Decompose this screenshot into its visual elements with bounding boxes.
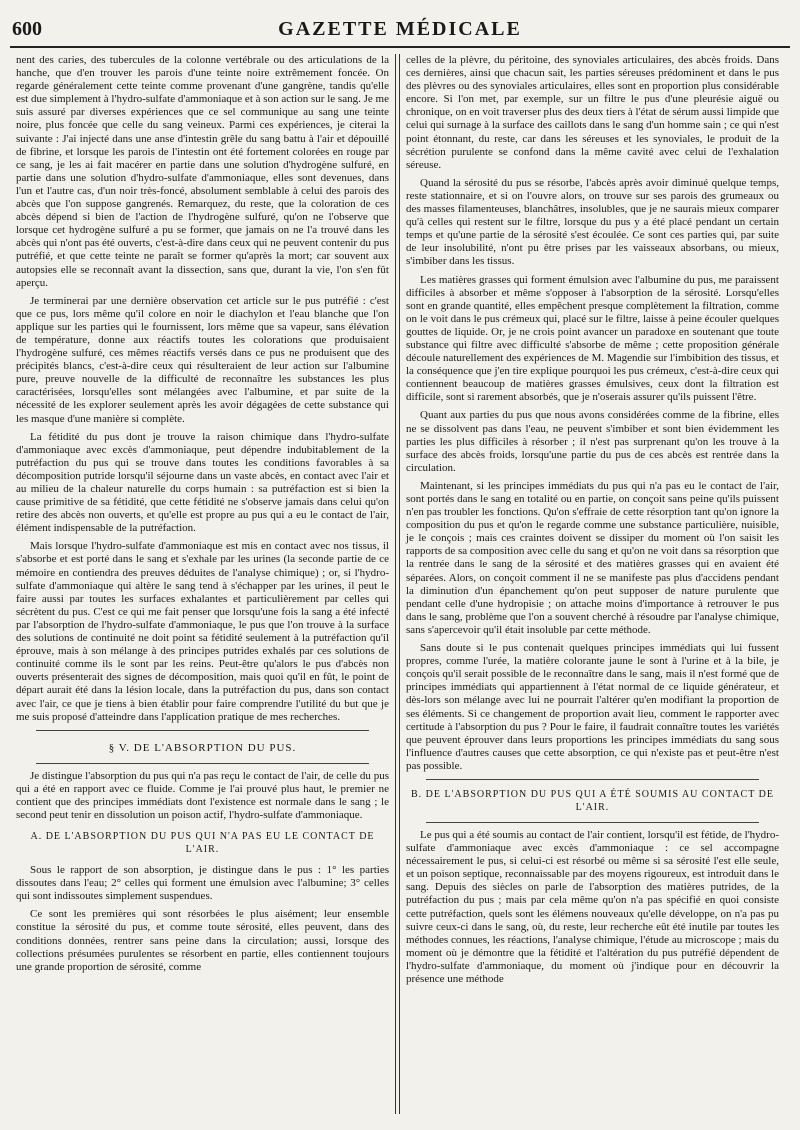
paragraph: Quant aux parties du pus que nous avons considérées comme de la fibrine, elles ne se dissolvent pas dans l'eau, ne peuvent s'imbiber et sont bien évidemment les parties les plus difficiles à résorber ; il n'est pas surprenant qu'on les trouve à la surface des abcès froids, lorsqu'une partie du pus de ces abcès est rentrée dans la circulation. <box>406 409 779 474</box>
right-column <box>400 54 785 1114</box>
divider <box>426 779 759 780</box>
paragraph: Ce sont les premières qui sont résorbées le plus aisément; leur ensemble constitue la sérosité du pus, et comme toute sérosité, elles peuvent, dans des conditions données, rentrer sans peine dans la circulation; aussi, lorsque des collections présumées purulentes se résorbent en partie, elles contiennent toujours une grande proportion de sérosité, comme <box>16 908 389 973</box>
paragraph: Les matières grasses qui forment émulsion avec l'albumine du pus, me paraissent difficiles à absorber et même s'opposer à l'absorption de la sérosité. Lorsqu'elles sont en grande quantité, elles empêchent presque complètement la filtration, comme on le voit dans le pus crémeux qui, placé sur le filtre, laisse à peine écouler quelques gouttes de liquide. Or, je ne crois point avancer un paradoxe en soutenant que toute substance qui filtre avec difficulté s'absorbe de même ; cette proposition générale découle naturellement des expériences de M. Magendie sur l'imbibition des tissus, et la conséquence que j'en tire explique pourquoi les pus crémeux, c'est-à-dire ceux qui contiennent beaucoup de matières grasses émulsives, ceux dont la filtration est difficile, sont si rarement absorbés, que je n'oserais assurer qu'ils puissent l'être. <box>406 273 779 404</box>
text-columns <box>10 54 790 1114</box>
paragraph: Je distingue l'absorption du pus qui n'a pas reçu le contact de l'air, de celle du pus qui a été en rapport avec ce fluide. Comme je l'ai prouvé plus haut, le premier ne contient que des principes immédiats dont l'existence est normale dans le sang ; le second peut tenir en dissolution un poison actif, l'hydro-sulfate d'ammoniaque. <box>16 769 389 821</box>
paragraph: Maintenant, si les principes immédiats du pus qui n'a pas eu le contact de l'air, sont portés dans le sang en totalité ou en partie, on conçoit sans peine qu'ils puissent n'en pas troubler les fonctions. Qu'on s'effraie de cette résorption tant qu'on ignore la composition du pus et qu'on le regarde comme une substance particulière, nuisible, je le conçois ; mais ces craintes doivent se dissiper du moment où l'on saisit les rapports de sa composition avec celle du sang et qu'on ne voit dans sa résorption que la rentrée dans le sang de la sérosité et des matières grasses qui en avaient été séparées. Alors, on conçoit comment il ne se manifeste pas plus d'accidens pendant la diminution d'un épanchement qu'on peut supposer de nature purulente que pendant celle d'une hydropisie ; on attache moins d'importance à retrouver le pus dans le sang, problème que l'on a souvent cherché à résoudre par l'analyse chimique, sans s'apercevoir qu'il était insoluble par cette méthode. <box>406 479 779 636</box>
paragraph: celles de la plèvre, du péritoine, des synoviales articulaires, des abcès froids. Dans ces dernières, ainsi que chacun sait, les parties séreuses prédominent et dans le pus des plèvres ou des synoviales articulaires, elles sont en proportion plus considérable encore. Si l'on met, par exemple, sur un filtre le pus d'une pleurésie aiguë ou chronique, on en voit traverser plus des deux tiers à l'état de sérum aussi limpide que celui qui surnage à la surface des caillots dans le sang d'un homme sain ; ce qui n'est point étonnant, du reste, car dans les séreuses et les synoviales, le produit de la sécrétion purulente se confond dans la même cavité avec celui de l'exhalation séreuse. <box>406 54 779 171</box>
paragraph: Sous le rapport de son absorption, je distingue dans le pus : 1° les parties dissoutes dans l'eau; 2° celles qui forment une émulsion avec l'albumine; 3° celles qui sont indissoutes simplement suspendues. <box>16 864 389 903</box>
divider <box>36 730 369 731</box>
paragraph: Quand la sérosité du pus se résorbe, l'abcès après avoir diminué quelque temps, reste stationnaire, et si on l'ouvre alors, on trouve sur ses parois des grumeaux ou des masses filamenteuses, blanchâtres, insolubles, que je ne saurais mieux comparer qu'à celles qui restent sur le filtre, lorsque du pus y a été placé pendant un certain temps et qu'une partie de la sérosité s'est écoulée. Ce sont ces parties qui, par suite de leur insolubilité, n'ont pu être prises par les vaisseaux absorbans, ou mieux, s'imbiber dans les tissus. <box>406 176 779 268</box>
divider <box>36 763 369 764</box>
section-title: § V. DE L'ABSORPTION DU PUS. <box>108 741 297 754</box>
paragraph: Sans doute si le pus contenait quelques principes immédiats qui lui fussent propres, comme l'urée, la matière colorante jaune le sont à l'urine et à la bile, je conçois qu'il serait possible de le reconnaître dans le sang, mais il n'est formé que de principes immédiats qui appartiennent à l'état normal de ce liquide générateur, et dès-lors son mélange avec lui ne pourrait l'altérer qu'en modifiant la proportion de ses éléments. Si ce changement de proportion avait lieu, comment le rapporter avec certitude à l'absorption du pus ? Pour le faire, il faudrait connaître toutes les variétés que peuvent éprouver dans leurs proportions les principes immédiats du sang sous l'influence d'autres causes que cette absorption, ce qui n'existe pas et peut-être n'est pas possible. <box>406 642 779 772</box>
subsection-title: A. DE L'ABSORPTION DU PUS QUI N'A PAS EU LE CONTACT DE L'AIR. <box>30 831 375 856</box>
subsection-title: B. DE L'ABSORPTION DU PUS QUI A ÉTÉ SOUMIS AU CONTACT DE L'AIR. <box>411 788 774 813</box>
divider <box>426 822 759 823</box>
paragraph: nent des caries, des tubercules de la colonne vertébrale ou des articulations de la hanche, que d'en trouver les parois d'une teinte noire extrêmement foncée. On regarde généralement cette teinte comme provenant d'une gangrène, tandis qu'elle est due simplement à l'hydro-sulfate d'ammoniaque et à son action sur le sang. Je me suis assuré par diverses expériences que ce sel communique au sang une teinte noire, plus foncée que celle du sang veineux. Parmi ces expériences, je citerai la suivante : J'ai injecté dans une anse d'intestin grêle du sang battu à l'air et dépouillé de fibrine, et lorsque les parois de l'intestin ont été fortement colorées en rouge par ce sang, je les ai fait macérer en partie dans une solution d'hydrogène sulfuré, en partie dans une solution d'hydro-sulfate d'ammoniaque, elles sont devenues, dans l'un et l'autre cas, d'un noir très-foncé, absolument semblable à celui des parois des abcès que l'on suppose gangrenés. Remarquez, du reste, que la coloration de ces abcès dépend si bien de l'action de l'hydrogène sulfuré, qu'on ne l'observe que lorsque cet hydrogène sulfuré a pu se former, que jamais on ne l'a trouvé dans les abcès qui n'ont pas été ouverts, c'est-à-dire dans ceux qui ne peuvent contenir du pus putréfié, et que cette teinte ne paraît se former qu'après la mort; car souvent aux autopsies elle se reconnaît avant la dissection, sans que, durant la vie, l'on s'en fût aperçu. <box>16 54 389 289</box>
left-column <box>10 54 395 1114</box>
paragraph: Le pus qui a été soumis au contact de l'air contient, lorsqu'il est fétide, de l'hydro-sulfate d'ammoniaque avec excès d'ammoniaque : ce sel accompagne nécessairement le pus, si celui-ci est résorbé ou même si sa sérosité l'est elle seule, et un poison septique, reconnaissable par des moyens rigoureux, est introduit dans le sang. Depuis des siècles on parle de l'absorption des matières putrides, de la putréfaction du pus ; mais par cela même qu'on n'a pas spécifié en quoi consiste cette putréfaction, quels sont les élémens nouveaux qu'elle développe, on n'a pas pu suivre ceux-ci dans le sang, où, du reste, leur recherche eût été inutile par toutes les méthodes connues, les réactions, l'analyse chimique, l'étude au microscope ; mais du moment où je démontre que la fétidité et l'altération du pus putréfié dépendent de l'hydro-sulfate d'ammoniaque, du moment où j'indique pour en découvrir la présence une méthode <box>406 828 779 985</box>
page-number: 600 <box>12 18 42 40</box>
paragraph: La fétidité du pus dont je trouve la raison chimique dans l'hydro-sulfate d'ammoniaque avec excès d'ammoniaque, peut dépendre indubitablement de la putréfaction du pus qui se trouve dans toutes les conditions favorables à sa décomposition putride lorsqu'il séjourne dans un vaste abcès, en contact avec l'air et au milieu de la chaleur naturelle du corps humain : sa putréfaction est si bien la cause primitive de sa fétidité, que cette fétidité ne s'observe jamais dans celui qu'on retire des abcès non ouverts, et qu'elle est propre au pus qui a eu le contact de l'air, élément indispensable de la putréfaction. <box>16 430 389 535</box>
paragraph: Mais lorsque l'hydro-sulfate d'ammoniaque est mis en contact avec nos tissus, il s'absorbe et est porté dans le sang et s'exhale par les urines (la seconde partie de ce mémoire en contiendra des preuves déduites de l'analyse chimique) ; or, si l'hydro-sulfate d'ammoniaque qui altère le sang tend à s'échapper par les urines, il peut le faire aussi par toutes les surfaces exhalantes et particulièrement par celles qui sécrètent du pus. C'est ce qui me fait penser que lorsqu'une fois la sang a été infecté par l'absorption de l'hydro-sulfate d'ammoniaque, le pus que l'on trouve à la surface des solutions de continuité ne doit point sa fétidité seulement à la putréfaction qu'il éprouve, mais à son mélange à des principes putrides exhalés par ces solutions de continuité comme ils le sont par les reins. Peut-être qu'alors le pus d'abcès non ouverts présenterait des signes de décomposition, mais quoi qu'il en fût, le point de départ aurait été dans la lésion locale, dans la putréfaction du pus, dans son contact avec l'air, ce que je tiens à bien établir pour faire comprendre l'utilité du but que je me suis proposé d'atteindre dans l'application pratique de mes recherches. <box>16 540 389 723</box>
page-header <box>10 18 790 48</box>
paragraph: Je terminerai par une dernière observation cet article sur le pus putréfié : c'est que ce pus, lors même qu'il colore en noir le diachylon et l'eau blanche que l'on applique sur les parties qui le fournissent, lors même que sa vapeur, sans élévation de température, donne aux réactifs toutes les colorations que produisaient l'hydrogène sulfuré, ces mêmes réactifs versés dans ce pus ne produisent que des précipités blancs, c'est-à-dire ceux qui résulteraient de leur action sur l'albumine pure, preuve nouvelle de la difficulté de reconnaître les substances les plus caractérisées, lorsqu'elles sont mélangées avec l'albumine, et par suite de la nécessité de les explorer seulement après les avoir dégagées de cette substance qui les masque d'une manière si complète. <box>16 294 389 425</box>
journal-title: GAZETTE MÉDICALE <box>278 18 522 40</box>
